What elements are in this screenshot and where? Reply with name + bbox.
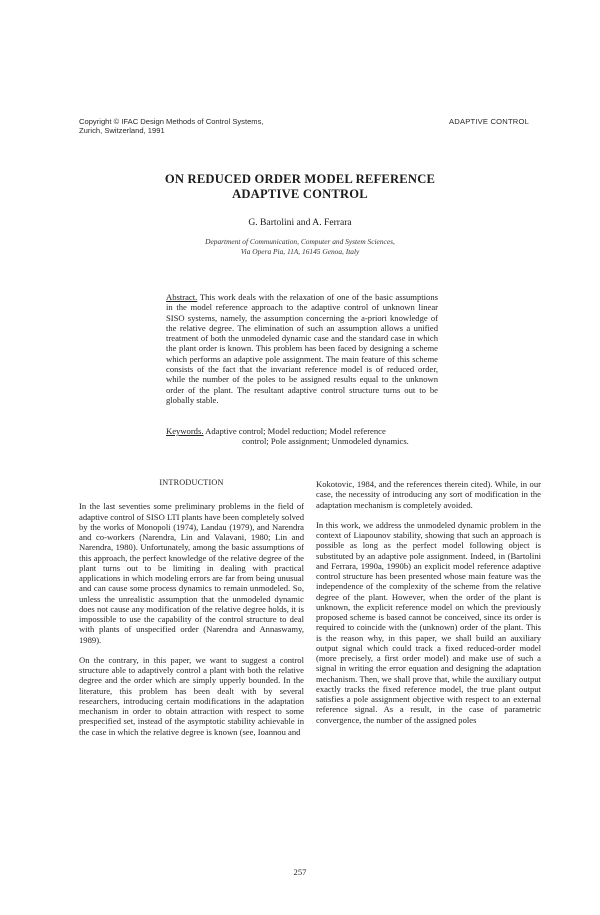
affiliation-line-2: Via Opera Pia, 11A, 16145 Genoa, Italy bbox=[240, 247, 360, 256]
title-line-1: ON REDUCED ORDER MODEL REFERENCE bbox=[164, 172, 436, 186]
abstract-text: This work deals with the relaxation of one of the basic assumptions in the model reference approach to the adaptive control of unknown linear SISO systems, namely, the assumption concerning the a-priori knowledge of the relative degree. The elimination of such an assumption allows a unified treatment of both the unmodeled dynamic case and the standard case in which the plant order is known. This problem has been faced by designing a scheme which performs an adaptive pole assignment. The main feature of this scheme consists of the fact that the invariant reference model is of reduced order, while the number of the poles to be assigned results equal to the unknown order of the plant. The resultant adaptive control structure turns out to be globally stable. bbox=[166, 292, 438, 405]
section-heading-introduction: INTRODUCTION bbox=[159, 478, 224, 487]
copyright-line-1: Copyright © IFAC Design Methods of Control Systems, bbox=[79, 117, 264, 126]
page-number: 257 bbox=[293, 867, 307, 877]
keywords-line-1: Adaptive control; Model reduction; Model reference bbox=[203, 426, 386, 436]
abstract bbox=[166, 292, 438, 405]
title-line-2: ADAPTIVE CONTROL bbox=[232, 187, 368, 201]
intro-paragraph-2: On the contrary, in this paper, we want to suggest a control structure able to adaptively control a plant with both the relative degree and the order which are simply upperly bounded. In the literature, this problem has been dealt with by several researchers, introducing certain modifications in the adaptation mechanism in order to obtain attraction with respect to some prespecified set, instead of the asymptotic stability achievable in the case in which the relative degree is known (see, Ioannou and bbox=[79, 654, 304, 737]
keywords-line-2: control; Pole assignment; Unmodeled dynamics. bbox=[242, 436, 409, 447]
authors: G. Bartolini and A. Ferrara bbox=[248, 217, 352, 228]
affiliation bbox=[0, 237, 600, 257]
copyright-notice bbox=[79, 117, 339, 135]
abstract-label: Abstract. bbox=[166, 292, 198, 302]
right-column bbox=[316, 479, 541, 735]
copyright-line-2: Zurich, Switzerland, 1991 bbox=[79, 126, 165, 135]
intro-paragraph-1: In the last seventies some preliminary problems in the field of adaptive control of SISO LTI plants have been completely solved by the works of Monopoli (1974), Landau (1979), and Narendra and co-workers (Narendra, Lin and Valavani, 1980; Lin and Narendra, 1980). Unfortunately, among the basic assumptions of this approach, the perfect knowledge of the relative degree of the plant turns out to be limiting in dealing with practical applications in which modeling errors are far from being unusual and can cause some process dynamics to remain unmodeled. So, unless the unrealistic assumption that the unmodeled dynamic does not cause any modification of the relative degree holds, it is impossible to use the capability of the control structure to deal with plants of unspecified order (Narendra and Annaswamy, 1989). bbox=[79, 501, 304, 645]
category-label: ADAPTIVE CONTROL bbox=[449, 117, 529, 126]
keywords bbox=[166, 426, 438, 447]
left-column bbox=[79, 478, 304, 747]
intro-paragraph-4: In this work, we address the unmodeled dynamic problem in the context of Liapounov stability, showing that such an approach is possible as long as the perfect model following object is substituted by an adaptive pole assignment. Indeed, in (Bartolini and Ferrara, 1990a, 1990b) an explicit model reference adaptive control structure has been presented whose main feature was the independence of the complexity of the scheme from the relative degree of the plant. However, when the order of the plant is unknown, the explicit reference model on which the previously proposed scheme is based cannot be conceived, since its order is required to coincide with the (unknown) order of the plant. This is the reason why, in this paper, we shall build an auxiliary output signal which could track a fixed reduced-order model (more precisely, a first order model) and make use of such a signal in writing the error equation and designing the adaptation mechanism. Then, we shall prove that, while the auxiliary output exactly tracks the fixed reference model, the true plant output satisfies a pole assignment objective with respect to an external reference signal. As a result, in the case of parametric convergence, the number of the assigned poles bbox=[316, 519, 541, 725]
affiliation-line-1: Department of Communication, Computer and System Sciences, bbox=[205, 237, 395, 246]
paper-title bbox=[0, 172, 600, 202]
keywords-label: Keywords. bbox=[166, 426, 204, 436]
intro-paragraph-3: Kokotovic, 1984, and the references therein cited). While, in our case, the necessity of introducing any sort of modification in the adaptation mechanism is completely avoided. bbox=[316, 479, 541, 510]
